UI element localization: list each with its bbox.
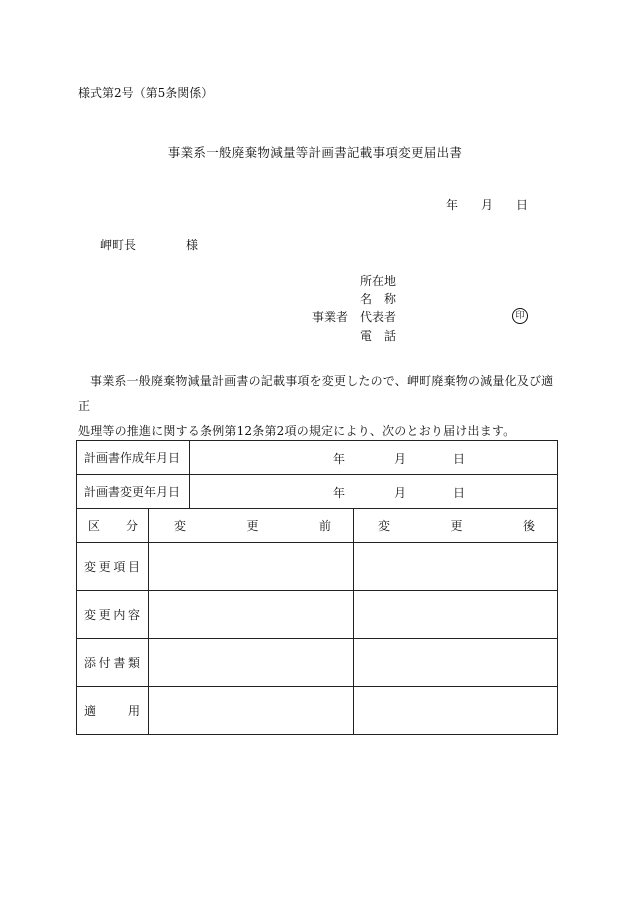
plan-created-year: 年 [333,452,346,466]
addressee-name: 岬町長 [100,238,137,252]
address-label: 所在地 [360,274,397,288]
row-label-char: 変 [84,560,97,574]
row-label-char: 書 [113,656,126,670]
row-label-attachments [77,639,149,687]
seal-mark: 印 [512,308,528,324]
table-row [77,591,558,639]
table-row [77,687,558,735]
change-content-before-cell[interactable] [149,591,354,639]
row-label-char: 添 [84,656,97,670]
row-label-application [77,687,149,735]
division-header [77,509,149,543]
row-label-char: 目 [127,560,140,574]
after-char-2: 更 [450,519,463,533]
row-label-char: 更 [98,608,111,622]
after-change-header [354,509,558,543]
plan-changed-label: 計画書変更年月日 [77,475,190,509]
body-line-1: 事業系一般廃棄物減量計画書の記載事項を変更したので、岬町廃棄物の減量化及び適正 [78,374,554,413]
change-items-after-cell[interactable] [354,543,558,591]
table-row-plan-changed [77,475,558,509]
name-label-1: 名 [360,292,373,306]
addressee-honorific: 様 [186,238,199,252]
table-header-row [77,509,558,543]
plan-created-month: 月 [394,452,407,466]
body-line-2: 処理等の推進に関する条例第12条第2項の規定により、次のとおり届け出ます。 [78,424,516,438]
phone-label-1: 電 [360,329,373,343]
row-label-char: 適 [84,704,97,718]
application-before-cell[interactable] [149,687,354,735]
change-items-before-cell[interactable] [149,543,354,591]
document-title: 事業系一般廃棄物減量等計画書記載事項変更届出書 [167,145,463,160]
table-row [77,639,558,687]
change-form-table [76,440,558,735]
row-label-change-content [77,591,149,639]
applicant-group-label: 事業者 [312,310,349,324]
division-char-1: 区 [88,519,101,533]
plan-changed-day: 日 [453,486,466,500]
table-row [77,543,558,591]
plan-created-label: 計画書作成年月日 [77,441,190,475]
date-year: 年 [446,198,459,212]
date-day: 日 [516,198,529,212]
row-label-char: 類 [127,656,140,670]
before-char-2: 更 [246,519,259,533]
plan-changed-date-cell[interactable] [190,475,558,509]
after-char-1: 変 [378,519,391,533]
before-change-header [149,509,354,543]
row-label-change-items [77,543,149,591]
row-label-char: 付 [98,656,111,670]
attachments-before-cell[interactable] [149,639,354,687]
body-paragraph [78,369,558,444]
attachments-after-cell[interactable] [354,639,558,687]
plan-created-date-cell[interactable] [190,441,558,475]
row-label-char: 内 [113,608,126,622]
after-char-3: 後 [522,519,535,533]
row-label-char: 変 [84,608,97,622]
date-month: 月 [481,198,494,212]
plan-changed-month: 月 [394,486,407,500]
plan-created-day: 日 [453,452,466,466]
before-char-3: 前 [319,519,332,533]
row-label-char: 更 [98,560,111,574]
row-label-char: 項 [113,560,126,574]
phone-label-2: 話 [384,329,397,343]
form-number: 様式第2号（第5条関係） [78,86,214,100]
application-after-cell[interactable] [354,687,558,735]
change-content-after-cell[interactable] [354,591,558,639]
before-char-1: 変 [174,519,187,533]
representative-label: 代表者 [360,310,397,324]
name-label-2: 称 [384,292,397,306]
row-label-char: 容 [127,608,140,622]
row-label-char: 用 [127,704,140,718]
plan-changed-year: 年 [333,486,346,500]
table-row-plan-created [77,441,558,475]
division-char-2: 分 [125,519,138,533]
